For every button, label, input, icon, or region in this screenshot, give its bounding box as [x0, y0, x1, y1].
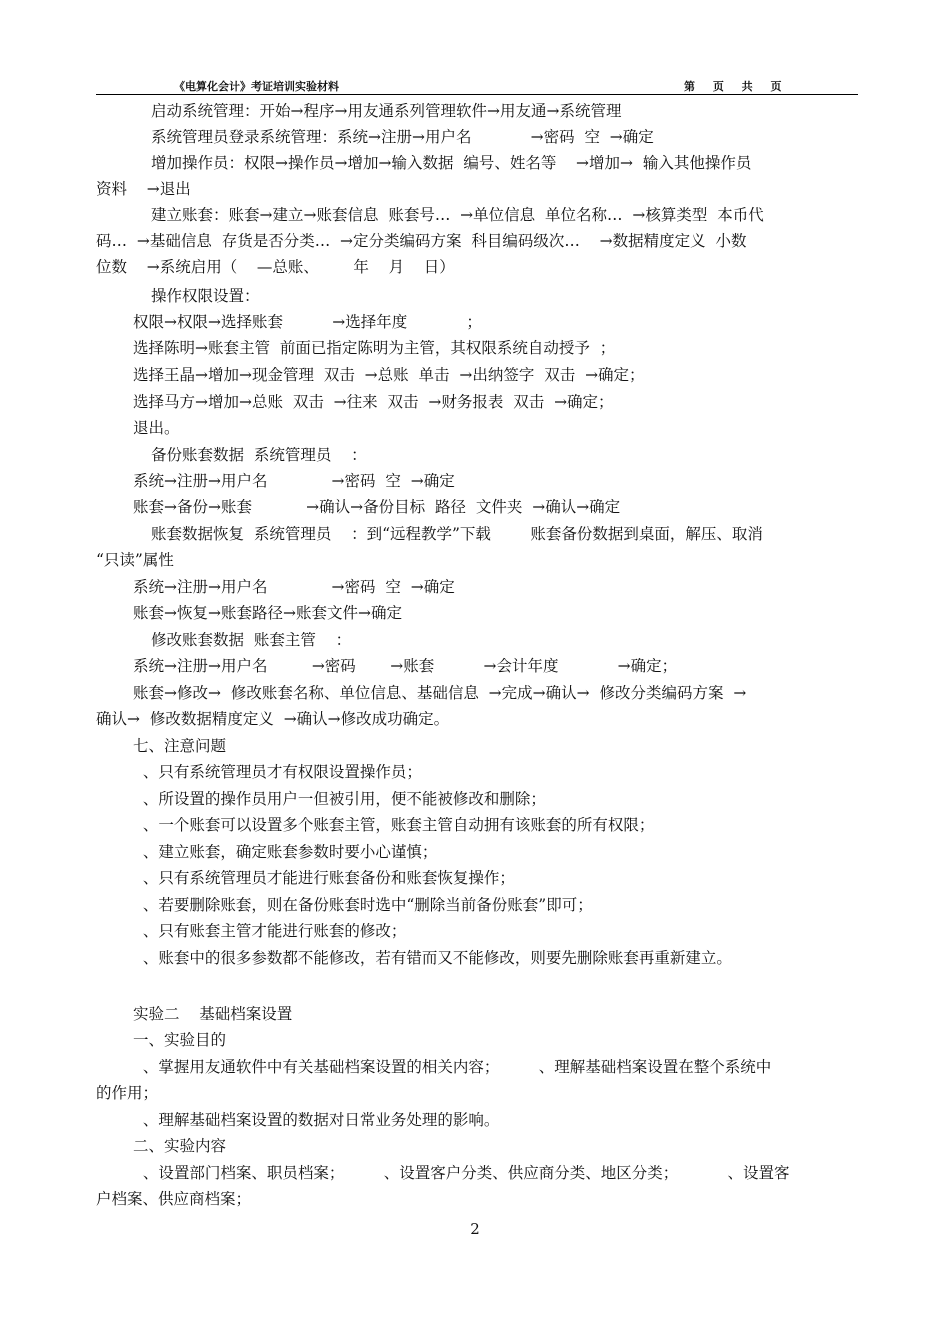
text-line: 、建立账套，确定账套参数时要小心谨慎；	[133, 843, 438, 861]
page-number: 2	[470, 1220, 480, 1238]
text-line: 的作用；	[96, 1084, 159, 1102]
text-line: 选择王晶→增加→现金管理 双击 →总账 单击 →出纳签字 双击 →确定；	[133, 366, 645, 384]
text-line: 、所设置的操作员用户一但被引用，便不能被修改和删除；	[133, 790, 546, 808]
text-line: 、只有账套主管才能进行账套的修改；	[133, 922, 407, 940]
text-line: 启动系统管理：开始→程序→用友通系列管理软件→用友通→系统管理	[151, 102, 622, 120]
text-line: 、掌握用友通软件中有关基础档案设置的相关内容； 、理解基础档案设置在整个系统中	[133, 1058, 772, 1076]
text-line: 权限→权限→选择账套 →选择年度 ；	[133, 313, 482, 331]
text-line: 增加操作员：权限→操作员→增加→输入数据 编号、姓名等 →增加→ 输入其他操作员	[151, 154, 752, 172]
text-line: 操作权限设置：	[151, 287, 260, 305]
text-line: 、账套中的很多参数都不能修改，若有错而又不能修改，则要先删除账套再重新建立。	[133, 949, 732, 967]
text-line: 资料 →退出	[96, 180, 191, 198]
text-line: 位数 →系统启用（ —总账、 年 月 日）	[96, 258, 455, 276]
text-line: 退出。	[133, 419, 180, 437]
text-line: 系统→注册→用户名 →密码 →账套 →会计年度 →确定；	[133, 657, 678, 675]
text-line: 账套→恢复→账套路径→账套文件→确定	[133, 604, 402, 622]
text-line: 系统→注册→用户名 →密码 空 →确定	[133, 578, 455, 596]
text-line: 系统→注册→用户名 →密码 空 →确定	[133, 472, 455, 490]
text-line: 选择陈明→账套主管 前面已指定陈明为主管，其权限系统自动授予 ；	[133, 339, 616, 357]
text-line: 码… →基础信息 存货是否分类… →定分类编码方案 科目编码级次… →数据精度定义 小数	[96, 232, 747, 250]
text-line: 确认→ 修改数据精度定义 →确认→修改成功确定。	[96, 710, 450, 728]
header-page-info: 第 页 共 页	[684, 80, 782, 93]
text-line: 户档案、供应商档案；	[96, 1190, 252, 1208]
text-line: 七、注意问题	[133, 737, 227, 755]
text-line: 账套数据恢复 系统管理员 ：到“远程教学”下载 账套备份数据到桌面，解压、取消	[151, 525, 763, 543]
text-line: 系统管理员登录系统管理：系统→注册→用户名 →密码 空 →确定	[151, 128, 654, 146]
text-line: 、一个账套可以设置多个账套主管，账套主管自动拥有该账套的所有权限；	[133, 816, 655, 834]
text-line: 账套→修改→ 修改账套名称、单位信息、基础信息 →完成→确认→ 修改分类编码方案 →	[133, 684, 747, 702]
header-title: 《电算化会计》考证培训实验材料	[174, 80, 339, 93]
text-line: 一、实验目的	[133, 1031, 227, 1049]
text-line: 、若要删除账套，则在备份账套时选中“删除当前备份账套”即可；	[133, 896, 593, 914]
text-line: 实验二 基础档案设置	[133, 1005, 293, 1023]
text-line: 账套→备份→账套 →确认→备份目标 路径 文件夹 →确认→确定	[133, 498, 621, 516]
text-line: 、只有系统管理员才有权限设置操作员；	[133, 763, 422, 781]
text-line: 修改账套数据 账套主管 ：	[151, 631, 352, 649]
text-line: 备份账套数据 系统管理员 ：	[151, 446, 367, 464]
text-line: 、设置部门档案、职员档案； 、设置客户分类、供应商分类、地区分类； 、设置客	[133, 1164, 790, 1182]
text-line: 选择马方→增加→总账 双击 →往来 双击 →财务报表 双击 →确定；	[133, 393, 614, 411]
text-line: 、只有系统管理员才能进行账套备份和账套恢复操作；	[133, 869, 515, 887]
text-line: 建立账套：账套→建立→账套信息 账套号… →单位信息 单位名称… →核算类型 本币代	[151, 206, 764, 224]
text-line: 二、实验内容	[133, 1137, 227, 1155]
page-header	[96, 78, 858, 95]
text-line: “只读”属性	[96, 551, 174, 569]
text-line: 、理解基础档案设置的数据对日常业务处理的影响。	[133, 1111, 500, 1129]
